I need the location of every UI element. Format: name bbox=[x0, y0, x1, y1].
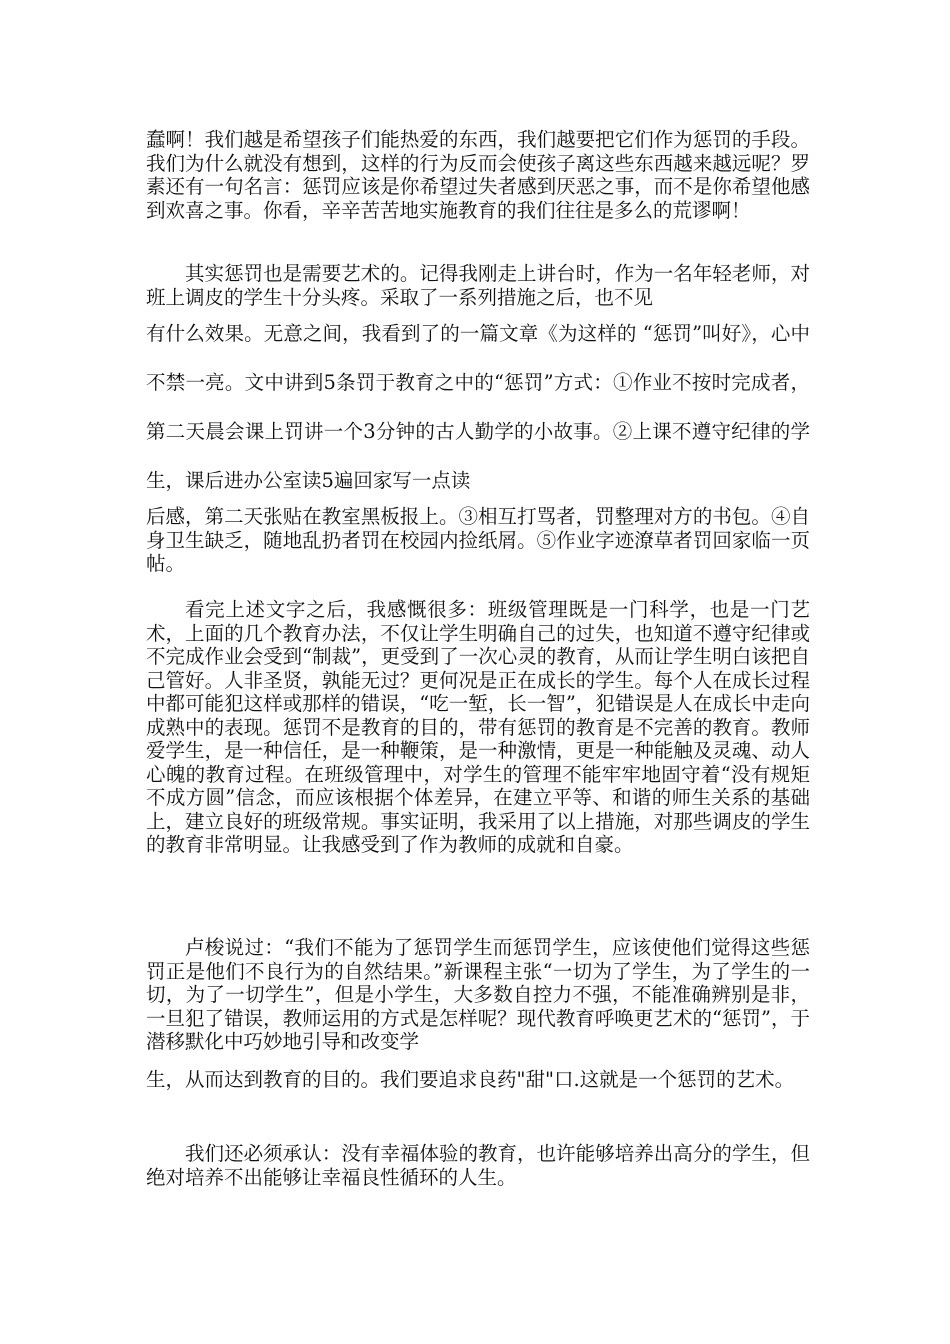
paragraph-4-part-a: 卢梭说过：“我们不能为了惩罚学生而惩罚学生，应该使他们觉得这些惩罚正是他们不良行为的自然结果。”新课程主张“一切为了学生，为了学生的一切，为了一切学生”，但是小学生，大多数自控力不强，不能准确辨别是非，一旦犯了错误，教师运用的方式是怎样呢？现代教育呼唤更艺术的“惩罚”，于潜移默化中巧妙地引导和改变学 bbox=[146, 936, 810, 1053]
paragraph-2-part-a: 其实惩罚也是需要艺术的。记得我刚走上讲台时，作为一名年轻老师，对班上调皮的学生十分头疼。采取了一系列措施之后，也不见 bbox=[146, 262, 810, 309]
paragraph-3: 看完上述文字之后，我感慨很多：班级管理既是一门科学，也是一门艺术，上面的几个教育办法，不仅让学生明确自己的过失，也知道不遵守纪律或不完成作业会受到“制裁”，更受到了一次心灵的教育，从而让学生明白该把自己管好。人非圣贤，孰能无过？更何况是正在成长的学生。每个人在成长过程中都可能犯这样或那样的错误，“吃一堑，长一智”，犯错误是人在成长中走向成熟中的表现。惩罚不是教育的目的，带有惩罚的教育是不完善的教育。教师爱学生，是一种信任，是一种鞭策，是一种激情，更是一种能触及灵魂、动人心魄的教育过程。在班级管理中，对学生的管理不能牢牢地固守着“没有规矩不成方圆”信念，而应该根据个体差异，在建立平等、和谐的师生关系的基础上，建立良好的班级常规。事实证明，我采用了以上措施，对那些调皮的学生的教育非常明显。让我感受到了作为教师的成就和自豪。 bbox=[146, 598, 810, 856]
paragraph-5: 我们还必须承认：没有幸福体验的教育，也许能够培养出高分的学生，但绝对培养不出能够让幸福良性循环的人生。 bbox=[146, 1142, 810, 1189]
paragraph-2-part-c: 后感，第二天张贴在教室黑板报上。③相互打骂者，罚整理对方的书包。④自身卫生缺乏，随地乱扔者罚在校园内捡纸屑。⑤作业字迹潦草者罚回家临一页帖。 bbox=[146, 505, 810, 575]
paragraph-4-part-b: 生，从而达到教育的目的。我们要追求良药"甜"口.这就是一个惩罚的艺术。 bbox=[146, 1067, 795, 1091]
paragraph-4 bbox=[146, 936, 810, 1101]
paragraph-1: 蠢啊！我们越是希望孩子们能热爱的东西，我们越要把它们作为惩罚的手段。我们为什么就没有想到，这样的行为反而会使孩子离这些东西越来越远呢？罗素还有一句名言：惩罚应该是你希望过失者感到厌恶之事，而不是你希望他感到欢喜之事。你看，辛辛苦苦地实施教育的我们往往是多么的荒谬啊！ bbox=[146, 128, 810, 222]
paragraph-2-part-b: 有什么效果。无意之间，我看到了的一篇文章《为这样的 “惩罚”叫好》，心中不禁一亮。文中讲到5条罚于教育之中的“惩罚”方式：①作业不按时完成者，第二天晨会课上罚讲一个3分钟的古人勤学的小故事。②上课不遵守纪律的学生，课后进办公室读5遍回家写一点读 bbox=[146, 322, 810, 492]
paragraph-2 bbox=[146, 262, 810, 576]
